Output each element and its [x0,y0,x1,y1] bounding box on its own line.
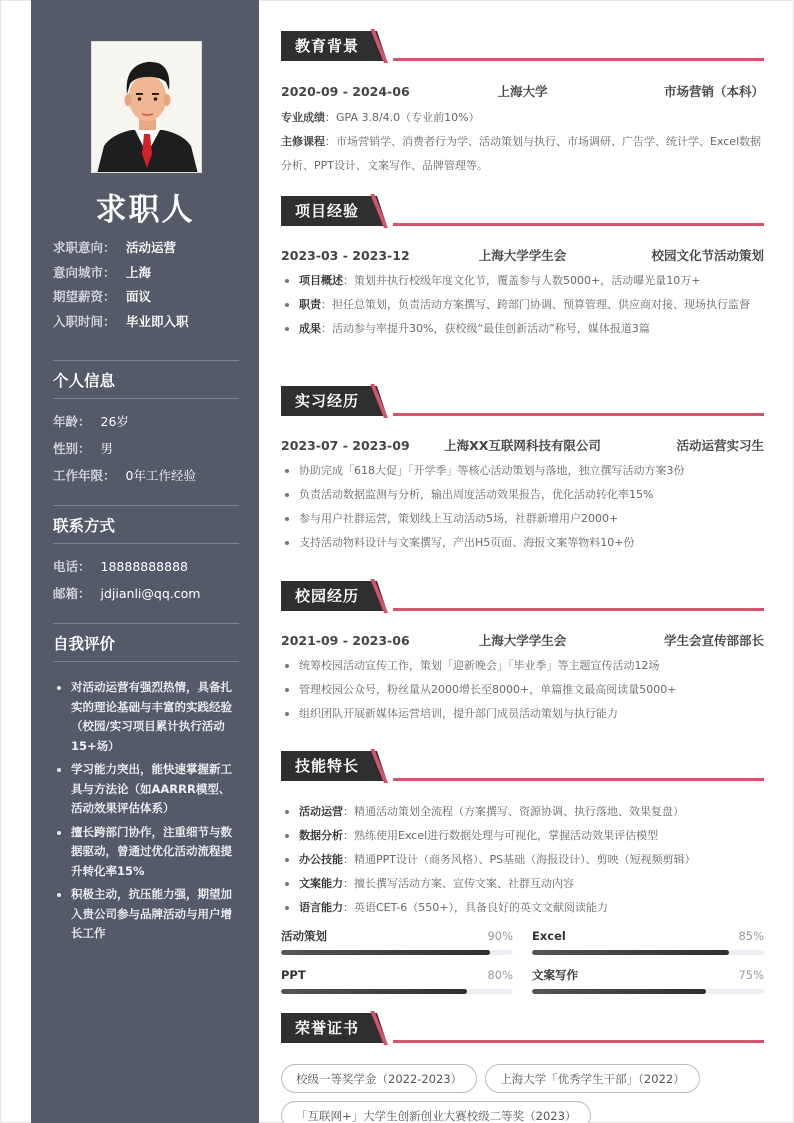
section-header [281,31,764,61]
section-header [281,751,764,781]
email-value[interactable]: jdjianli@qq.com [100,586,201,601]
skill-name: PPT [281,968,306,982]
item-text: ：英语CET-6（550+），具备良好的英文文献阅读能力 [343,901,609,914]
section-title: 教育背景 [295,37,360,55]
courses-label: 主修课程 [281,135,325,148]
progress-fill [532,989,706,994]
skills-section [281,751,764,1004]
list-item: 积极主动，抗压能力强，期望加入贵公司参与品牌活动与用户增长工作 [53,885,239,944]
section-title: 自我评价 [53,635,116,653]
progress-fill [281,950,490,955]
progress-fill [532,950,729,955]
list-item: 对活动运营有强烈热情，具备扎实的理论基础与丰富的实践经验（校园/实习项目累计执行活动15+场） [53,678,239,756]
list-item: 协助完成「618大促」「开学季」等核心活动策划与落地，独立撰写活动方案3份 [281,459,764,483]
section-header [281,386,764,416]
item-label: 成果 [299,322,321,335]
skill-percent: 80% [487,968,513,982]
list-item [281,896,764,920]
accent-line [393,608,764,611]
internship-bullets [281,459,764,555]
section-title: 技能特长 [295,757,360,775]
divider [53,543,239,544]
honor-tag: 上海大学「优秀学生干部」（2022） [485,1064,700,1093]
gpa-label: 专业成绩 [281,111,325,124]
info-gender [53,435,239,462]
progress-track [281,950,513,955]
item-text: ：策划并执行校级年度文化节，覆盖参与人数5000+，活动曝光量10万+ [343,274,701,287]
info-label: 邮箱： [53,586,91,601]
list-item [281,848,764,872]
campus-bullets [281,654,764,726]
info-label: 电话： [53,559,91,574]
intent-label: 求职意向： [53,240,116,255]
skill-percent: 90% [487,929,513,943]
contact-section [53,505,239,607]
intent-value: 面议 [126,289,152,304]
skill-percent: 75% [738,968,764,982]
accent-line [393,778,764,781]
intent-label: 意向城市： [53,264,116,280]
gpa-value: ：GPA 3.8/4.0（专业前10%） [325,111,480,124]
accent-line [393,223,764,226]
skill-name: Excel [532,929,566,943]
intent-label: 期望薪资： [53,289,116,304]
sidebar [31,0,259,1123]
accent-line [393,413,764,416]
skills-bullets [281,800,764,920]
self-evaluation-section [53,623,239,948]
internship-section [281,386,764,555]
period: 2020-09 - 2024-06 [281,84,410,99]
info-value: 0年工作经验 [125,468,196,483]
item-label: 活动运营 [299,805,343,818]
info-value: 男 [100,441,114,456]
list-item: 擅长跨部门协作，注重细节与数据驱动，曾通过优化活动流程提升转化率15% [53,823,239,882]
item-label: 数据分析 [299,829,343,842]
intent-value: 上海 [126,264,152,280]
personal-info-section [53,360,239,489]
school: 上海大学 [497,84,548,99]
project-row [281,245,764,267]
section-title: 项目经验 [295,202,360,220]
intent-salary [53,287,189,312]
organization: 上海大学学生会 [478,633,567,648]
divider [53,398,239,399]
item-label: 文案能力 [299,877,343,890]
courses-value: ：市场营销学、消费者行为学、活动策划与执行、市场调研、广告学、统计学、Excel数据分析、PPT设计、文案写作、品牌管理等。 [281,135,762,172]
list-item: 组织团队开展新媒体运营培训，提升部门成员活动策划与执行能力 [281,702,764,726]
campus-section [281,581,764,726]
item-text: ：精通PPT设计（商务风格）、PS基础（海报设计）、剪映（短视频剪辑） [343,853,696,866]
period: 2023-03 - 2023-12 [281,248,410,263]
list-item: 负责活动数据监测与分析，输出周度活动效果报告，优化活动转化率15% [281,483,764,507]
list-item: 参与用户社群运营，策划线上互动活动5场，社群新增用户2000+ [281,507,764,531]
list-item: 统筹校园活动宣传工作，策划「迎新晚会」「毕业季」等主题宣传活动12场 [281,654,764,678]
item-label: 职责 [299,298,321,311]
section-title: 实习经历 [295,392,360,410]
contact-phone [53,553,239,580]
education-section [281,31,764,178]
progress-fill [281,989,467,994]
intent-label: 入职时间： [53,313,116,329]
list-item: 管理校园公众号，粉丝量从2000增长至8000+，单篇推文最高阅读量5000+ [281,678,764,702]
list-item [281,824,764,848]
item-label: 语言能力 [299,901,343,914]
list-item [281,269,764,293]
campus-row [281,630,764,652]
progress-track [281,989,513,994]
intent-position [53,238,189,263]
list-item [281,293,764,317]
education-row [281,81,764,103]
section-title: 个人信息 [53,372,116,390]
skill-bar-excel [532,926,764,965]
honors-section [281,1013,764,1123]
period: 2021-09 - 2023-06 [281,633,410,648]
info-value: 26岁 [100,414,129,429]
info-label: 年龄： [53,414,91,429]
info-label: 工作年限： [53,468,116,483]
major: 市场营销（本科） [663,84,764,99]
item-label: 办公技能 [299,853,343,866]
progress-track [532,950,764,955]
organization: 上海XX互联网科技有限公司 [444,438,601,453]
section-title: 荣誉证书 [295,1019,360,1037]
contact-email [53,580,239,607]
list-item [281,800,764,824]
section-header [281,1013,764,1043]
list-item: 支持活动物料设计与文案撰写，产出H5页面、海报文案等物料10+份 [281,531,764,555]
profile-photo [91,41,202,173]
divider [53,661,239,662]
section-title: 校园经历 [295,587,360,605]
honors-list [281,1064,764,1123]
intent-start-date [53,312,189,337]
project-bullets [281,269,764,341]
intent-value: 活动运营 [126,240,177,255]
candidate-name: 求职人 [95,192,195,228]
accent-line [393,58,764,61]
avatar-illustration [92,42,202,173]
role: 活动运营实习生 [676,438,764,453]
accent-line [393,1040,764,1043]
role: 校园文化节活动策划 [651,248,764,263]
info-label: 性别： [53,441,91,456]
skill-name: 文案写作 [532,968,578,982]
self-evaluation-list [53,678,239,944]
role: 学生会宣传部部长 [663,633,764,648]
intent-value: 毕业即入职 [126,313,189,329]
honor-tag: 「互联网+」大学生创新创业大赛校级二等奖（2023） [281,1101,591,1123]
item-text: ：精通活动策划全流程（方案撰写、资源协调、执行落地、效果复盘） [343,805,684,818]
section-header [281,581,764,611]
job-intent-list [53,238,189,336]
list-item [281,872,764,896]
info-age [53,408,239,435]
item-label: 项目概述 [299,274,343,287]
item-text: ：擅长撰写活动方案、宣传文案、社群互动内容 [343,877,574,890]
skill-bar-ppt [281,965,513,1004]
section-title: 联系方式 [53,517,116,535]
item-text: ：活动参与率提升30%，获校级“最佳创新活动”称号，媒体报道3篇 [321,322,650,335]
phone-value[interactable]: 18888888888 [100,559,188,574]
skill-bar-copywriting [532,965,764,1004]
honor-tag: 校级一等奖学金（2022-2023） [281,1064,477,1093]
organization: 上海大学学生会 [478,248,567,263]
list-item: 学习能力突出，能快速掌握新工具与方法论（如AARRR模型、活动效果评估体系） [53,760,239,819]
intent-city [53,263,189,288]
skill-bar-activity-planning [281,926,513,965]
item-text: ：熟练使用Excel进行数据处理与可视化，掌握活动效果评估模型 [343,829,659,842]
project-section [281,196,764,341]
info-experience-years [53,462,239,489]
period: 2023-07 - 2023-09 [281,438,410,453]
gpa-line [281,106,764,130]
section-header [281,196,764,226]
progress-track [532,989,764,994]
skill-bars [281,926,764,1004]
list-item [281,317,764,341]
courses-line [281,130,764,178]
item-text: ：担任总策划，负责活动方案撰写、跨部门协调、预算管理、供应商对接、现场执行监督 [321,298,750,311]
skill-percent: 85% [738,929,764,943]
internship-row [281,435,764,457]
skill-name: 活动策划 [281,929,327,943]
